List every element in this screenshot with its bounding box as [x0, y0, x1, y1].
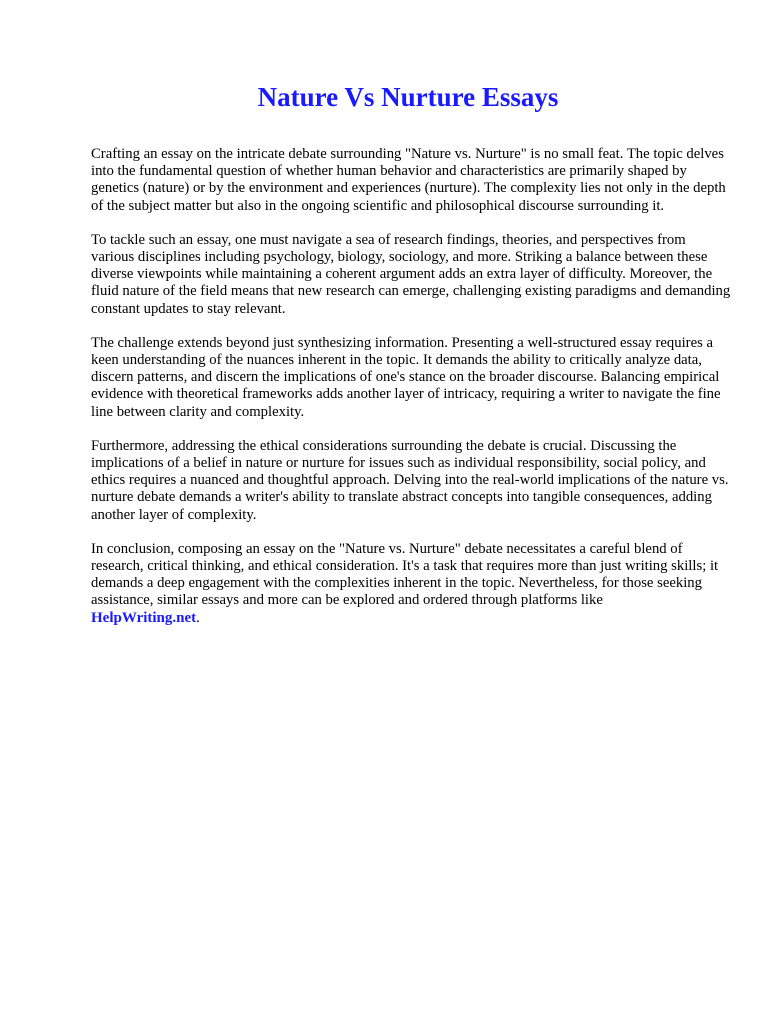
- conclusion-period: .: [196, 609, 200, 626]
- document-body: [91, 146, 731, 644]
- helpwriting-link[interactable]: HelpWriting.net: [91, 609, 197, 626]
- paragraph-4: Furthermore, addressing the ethical considerations surrounding the debate is crucial. Discussing the implications of a belief in nature or nurture for issues such as individual responsibility, social policy, and ethics requires a nuanced and thoughtful approach. Delving into the real-world implications of the nature vs. nurture debate demands a writer's ability to translate abstract concepts into tangible consequences, adding another layer of complexity.: [91, 437, 729, 523]
- document-title: Nature Vs Nurture Essays: [257, 82, 559, 112]
- paragraph-1: Crafting an essay on the intricate debate surrounding "Nature vs. Nurture" is no small feat. The topic delves into the fundamental question of whether human behavior and characteristics are primarily shaped by genetics (nature) or by the environment and experiences (nurture). The complexity lies not only in the depth of the subject matter but also in the ongoing scientific and philosophical discourse surrounding it.: [91, 146, 726, 214]
- conclusion-text: In conclusion, composing an essay on the "Nature vs. Nurture" debate necessitates a careful blend of research, critical thinking, and ethical consideration. It's a task that requires more than just writing skills; it demands a deep engagement with the complexities inherent in the topic. Nevertheless, for those seeking assistance, similar essays and more can be explored and ordered through platforms like: [91, 540, 719, 609]
- paragraph-2: To tackle such an essay, one must navigate a sea of research findings, theories, and perspectives from various disciplines including psychology, biology, sociology, and more. Striking a balance between these diverse viewpoints while maintaining a coherent argument adds an extra layer of difficulty. Moreover, the fluid nature of the field means that new research can emerge, challenging existing paradigms and demanding constant updates to stay relevant.: [91, 231, 731, 317]
- paragraph-conclusion: [91, 541, 731, 627]
- paragraph-3: The challenge extends beyond just synthesizing information. Presenting a well-structured essay requires a keen understanding of the nuances inherent in the topic. It demands the ability to critically analyze data, discern patterns, and discern the implications of one's stance on the broader discourse. Balancing empirical evidence with theoretical frameworks adds another layer of intricacy, requiring a writer to navigate the fine line between clarity and complexity.: [91, 334, 721, 420]
